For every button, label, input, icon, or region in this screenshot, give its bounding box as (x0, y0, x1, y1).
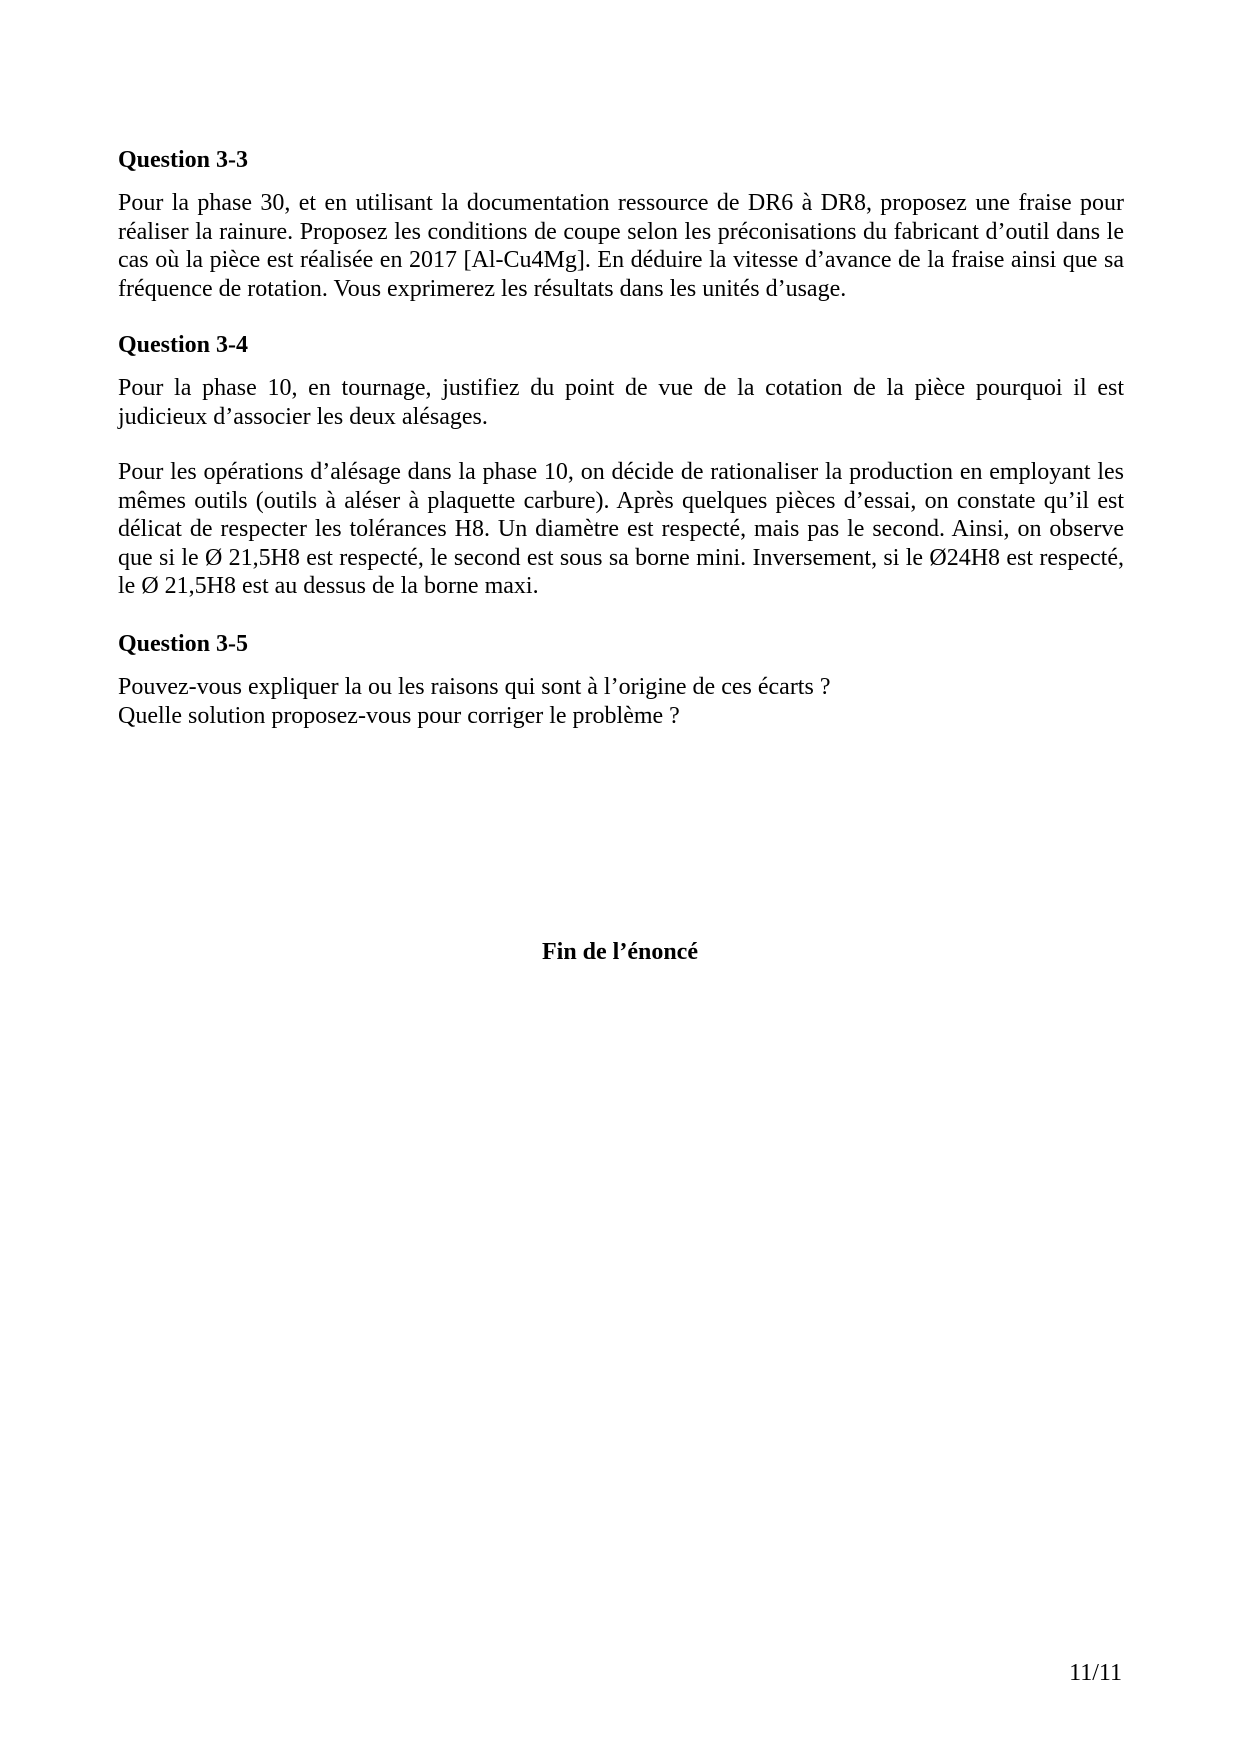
question-3-4-heading: Question 3-4 (118, 332, 249, 358)
end-of-statement-title: Fin de l’énoncé (542, 939, 698, 965)
question-3-4-text: Pour la phase 10, en tournage, justifiez du point de vue de la cotation de la pièce pourquoi il est judicieux d’associer les deux alésages. (118, 375, 1124, 430)
question-3-5-line-2: Quelle solution proposez-vous pour corriger le problème ? (118, 702, 680, 729)
page-number: 11/11 (1069, 1660, 1122, 1686)
question-3-5-line-1: Pouvez-vous expliquer la ou les raisons qui sont à l’origine de ces écarts ? (118, 674, 831, 700)
alesage-context-paragraph: Pour les opérations d’alésage dans la phase 10, on décide de rationaliser la production en employant les mêmes outils (outils à aléser à plaquette carbure). Après quelques pièces d’essai, on constate qu’il est délicat de respecter les tolérances H8. Un diamètre est respecté, mais pas le second. Ainsi, on observe que si le Ø 21,5H8 est respecté, le second est sous sa borne mini. Inversement, si le Ø24H8 est respecté, le Ø 21,5H8 est au dessus de la borne maxi. (118, 459, 1124, 599)
question-3-5-text (118, 673, 1124, 730)
question-3-3-heading: Question 3-3 (118, 147, 249, 173)
question-3-5-heading: Question 3-5 (118, 631, 249, 657)
question-3-3-text: Pour la phase 30, et en utilisant la documentation ressource de DR6 à DR8, proposez une fraise pour réaliser la rainure. Proposez les conditions de coupe selon les préconisations du fabricant d’outil dans le cas où la pièce est réalisée en 2017 [Al-Cu4Mg]. En déduire la vitesse d’avance de la fraise ainsi que sa fréquence de rotation. Vous exprimerez les résultats dans les unités d’usage. (118, 190, 1124, 302)
